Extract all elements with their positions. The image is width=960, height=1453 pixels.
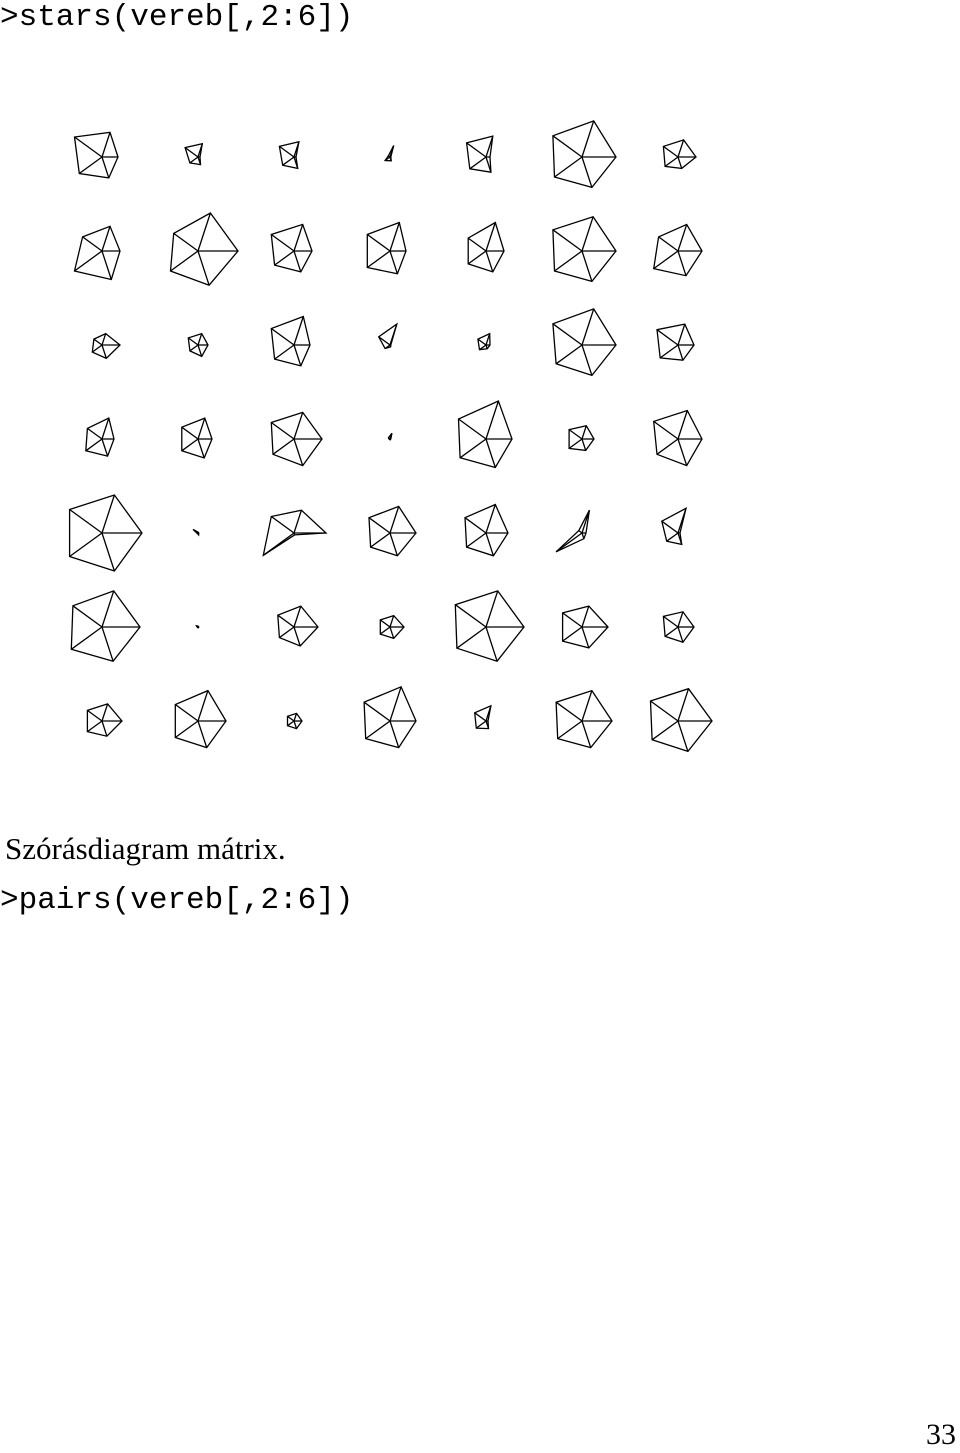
star-glyph xyxy=(388,433,392,440)
star-ray xyxy=(175,721,198,738)
star-ray xyxy=(87,710,102,721)
star-ray xyxy=(102,704,108,721)
star-ray xyxy=(198,439,204,458)
star-ray xyxy=(582,251,592,281)
star-ray xyxy=(102,226,110,251)
star-ray xyxy=(83,237,102,251)
star-ray xyxy=(271,329,294,346)
star-ray xyxy=(294,627,300,646)
star-ray xyxy=(582,691,592,721)
star-ray xyxy=(87,428,102,439)
star-ray xyxy=(380,627,390,634)
star-ray xyxy=(486,533,493,556)
star-ray xyxy=(182,439,198,451)
star-ray xyxy=(460,439,486,458)
star-glyph xyxy=(185,144,202,165)
star-ray xyxy=(553,136,582,157)
star-ray xyxy=(582,439,586,450)
star-ray xyxy=(582,217,593,251)
star-glyph xyxy=(654,411,702,466)
star-ray xyxy=(657,439,678,454)
star-ray xyxy=(294,412,303,439)
star-glyph xyxy=(70,495,142,571)
star-ray xyxy=(457,627,486,648)
star-ray xyxy=(654,251,678,269)
star-ray xyxy=(198,418,205,439)
star-glyph xyxy=(271,317,310,366)
star-ray xyxy=(294,606,301,627)
star-ray xyxy=(198,334,202,345)
star-ray xyxy=(380,620,390,627)
star-glyph xyxy=(92,334,120,359)
star-outline xyxy=(553,217,616,282)
star-glyph xyxy=(553,121,616,187)
star-outline xyxy=(175,691,226,748)
star-ray xyxy=(182,427,198,439)
star-ray xyxy=(294,317,303,346)
star-ray xyxy=(87,721,102,732)
star-ray xyxy=(455,605,486,627)
star-ray xyxy=(79,157,102,174)
star-ray xyxy=(563,613,582,627)
star-ray xyxy=(171,251,199,271)
star-ray xyxy=(390,223,399,252)
star-ray xyxy=(102,132,110,157)
star-ray xyxy=(582,309,594,345)
star-ray xyxy=(294,439,303,466)
star-ray xyxy=(678,689,689,721)
star-ray xyxy=(663,146,678,157)
star-ray xyxy=(367,251,390,268)
star-ray xyxy=(390,251,397,274)
star-ray xyxy=(94,339,102,345)
star-ray xyxy=(582,157,592,187)
star-ray xyxy=(294,224,303,251)
star-outline xyxy=(478,334,490,350)
star-ray xyxy=(190,345,198,351)
star-ray xyxy=(75,137,103,157)
star-glyph xyxy=(553,217,616,282)
page-number: 33 xyxy=(926,1418,956,1451)
star-ray xyxy=(198,691,208,721)
star-ray xyxy=(678,721,688,751)
star-ray xyxy=(663,616,678,627)
star-glyph xyxy=(278,606,318,646)
star-ray xyxy=(102,591,114,627)
star-ray xyxy=(71,627,102,649)
star-glyph xyxy=(657,324,694,360)
star-glyph xyxy=(367,223,406,274)
star-ray xyxy=(86,439,102,451)
star-glyph xyxy=(379,324,397,348)
star-outline xyxy=(171,213,239,285)
star-ray xyxy=(294,345,301,366)
figure-caption: Szórásdiagram mátrix. xyxy=(5,831,286,866)
star-ray xyxy=(294,251,301,272)
star-ray xyxy=(371,533,390,547)
star-ray xyxy=(654,421,678,439)
star-ray xyxy=(486,627,497,661)
star-glyph xyxy=(380,616,404,639)
star-ray xyxy=(555,251,583,271)
star-ray xyxy=(470,157,486,169)
star-outline xyxy=(657,324,694,360)
star-ray xyxy=(556,702,582,721)
star-glyph xyxy=(654,224,702,275)
star-glyph xyxy=(467,136,493,172)
star-ray xyxy=(73,606,102,627)
star-glyph xyxy=(271,412,322,465)
star-glyph xyxy=(663,140,696,169)
star-ray xyxy=(468,238,486,251)
star-ray xyxy=(553,324,582,345)
star-ray xyxy=(660,345,678,358)
star-outline xyxy=(556,510,589,552)
star-ray xyxy=(364,702,390,721)
star-ray xyxy=(563,627,582,641)
star-ray xyxy=(70,533,102,557)
star-ray xyxy=(665,627,678,636)
star-glyph xyxy=(271,224,312,272)
star-ray xyxy=(678,612,683,627)
star-ray xyxy=(271,423,294,440)
star-ray xyxy=(288,716,295,721)
star-glyph xyxy=(75,132,119,178)
star-ray xyxy=(486,591,498,627)
star-outline xyxy=(556,691,612,748)
star-ray xyxy=(467,533,486,547)
star-ray xyxy=(102,627,113,661)
star-glyph xyxy=(196,626,198,628)
star-glyph xyxy=(475,706,491,729)
star-ray xyxy=(92,345,102,352)
star-outline xyxy=(75,132,119,178)
star-plot xyxy=(0,90,760,780)
star-outline xyxy=(271,317,310,366)
star-ray xyxy=(278,615,294,627)
star-glyph xyxy=(465,505,508,556)
star-glyph xyxy=(662,508,686,544)
star-ray xyxy=(271,235,294,252)
star-ray xyxy=(198,721,207,748)
star-ray xyxy=(486,251,493,272)
star-outline xyxy=(92,334,120,359)
star-ray xyxy=(659,237,678,251)
star-ray xyxy=(678,627,683,642)
star-glyph xyxy=(385,146,394,161)
star-ray xyxy=(198,251,209,285)
star-ray xyxy=(390,533,397,556)
star-glyph xyxy=(86,418,114,456)
star-ray xyxy=(651,701,679,721)
star-outline xyxy=(388,433,392,440)
star-ray xyxy=(678,411,687,440)
star-ray xyxy=(665,157,678,166)
star-outline xyxy=(553,121,616,187)
star-glyph xyxy=(182,418,212,458)
star-ray xyxy=(102,251,111,280)
star-glyph xyxy=(556,510,589,552)
star-ray xyxy=(582,627,589,648)
star-glyph xyxy=(478,334,490,350)
star-outline xyxy=(475,706,491,729)
star-ray xyxy=(390,687,401,721)
star-ray xyxy=(390,616,394,627)
star-outline xyxy=(369,506,416,555)
star-ray xyxy=(486,401,498,439)
star-ray xyxy=(174,233,198,251)
star-ray xyxy=(476,721,486,728)
star-glyph xyxy=(553,309,616,376)
star-ray xyxy=(475,713,486,721)
star-ray xyxy=(288,721,295,726)
star-ray xyxy=(367,235,390,252)
star-glyph xyxy=(171,213,239,285)
star-ray xyxy=(556,345,582,364)
star-ray xyxy=(652,721,678,740)
star-glyph xyxy=(279,142,299,169)
star-ray xyxy=(102,157,109,178)
star-ray xyxy=(486,505,495,534)
star-ray xyxy=(678,324,685,345)
star-ray xyxy=(582,345,592,375)
star-ray xyxy=(102,533,114,571)
star-glyph xyxy=(468,223,504,272)
star-outline xyxy=(71,591,140,661)
star-ray xyxy=(283,157,294,165)
star-ray xyxy=(102,721,107,736)
star-ray xyxy=(569,439,582,448)
star-outline xyxy=(75,226,121,279)
star-ray xyxy=(582,121,594,157)
star-glyph xyxy=(188,334,208,357)
star-outline xyxy=(379,324,397,348)
star-glyph xyxy=(175,691,226,748)
star-outline xyxy=(364,687,416,748)
star-ray xyxy=(467,143,486,157)
star-ray xyxy=(188,338,198,345)
star-outline xyxy=(196,626,198,628)
star-ray xyxy=(175,705,198,722)
star-ray xyxy=(678,439,687,466)
star-outline xyxy=(193,530,199,535)
star-glyph xyxy=(569,426,594,451)
star-ray xyxy=(582,721,591,748)
star-ray xyxy=(273,439,294,454)
star-outline xyxy=(385,146,394,161)
star-outline xyxy=(468,223,504,272)
star-ray xyxy=(555,157,583,177)
star-ray xyxy=(459,419,487,439)
star-ray xyxy=(70,510,102,534)
star-ray xyxy=(190,157,198,163)
star-ray xyxy=(390,627,394,638)
star-ray xyxy=(468,251,486,264)
star-ray xyxy=(271,517,294,534)
star-glyph xyxy=(556,691,612,748)
star-ray xyxy=(569,430,582,439)
star-ray xyxy=(102,495,114,533)
star-outline xyxy=(662,508,686,544)
star-outline xyxy=(651,689,713,752)
star-glyph xyxy=(663,612,694,642)
star-ray xyxy=(390,721,399,748)
star-ray xyxy=(275,345,294,359)
star-ray xyxy=(465,518,486,533)
star-glyph xyxy=(563,606,608,648)
star-glyph xyxy=(87,704,122,736)
star-outline xyxy=(553,309,616,376)
stars-command: >stars(vereb[,2:6]) xyxy=(0,0,354,35)
star-outline xyxy=(455,591,524,661)
star-ray xyxy=(275,251,294,265)
star-glyph xyxy=(263,510,326,555)
star-ray xyxy=(657,330,678,345)
star-ray xyxy=(678,140,684,157)
star-glyph xyxy=(651,689,713,752)
star-ray xyxy=(678,157,682,168)
pairs-command: >pairs(vereb[,2:6]) xyxy=(0,883,354,918)
star-ray xyxy=(553,230,582,251)
star-ray xyxy=(294,510,301,533)
star-ray xyxy=(102,439,108,456)
star-glyph xyxy=(455,591,524,661)
star-glyph xyxy=(75,226,121,279)
star-ray xyxy=(582,606,589,627)
star-ray xyxy=(582,426,586,439)
star-glyph xyxy=(364,687,416,748)
star-ray xyxy=(667,533,678,541)
star-glyph xyxy=(193,530,199,535)
star-glyph xyxy=(71,591,140,661)
star-ray xyxy=(390,506,399,533)
star-ray xyxy=(279,627,294,638)
star-ray xyxy=(678,345,683,360)
star-ray xyxy=(678,251,686,276)
star-ray xyxy=(369,518,390,533)
star-glyph xyxy=(369,506,416,555)
star-glyph xyxy=(459,401,513,468)
star-outline xyxy=(459,401,513,468)
star-outline xyxy=(271,224,312,272)
star-ray xyxy=(558,721,582,739)
star-glyph xyxy=(288,713,303,728)
star-ray xyxy=(486,439,495,468)
star-ray xyxy=(366,721,390,739)
